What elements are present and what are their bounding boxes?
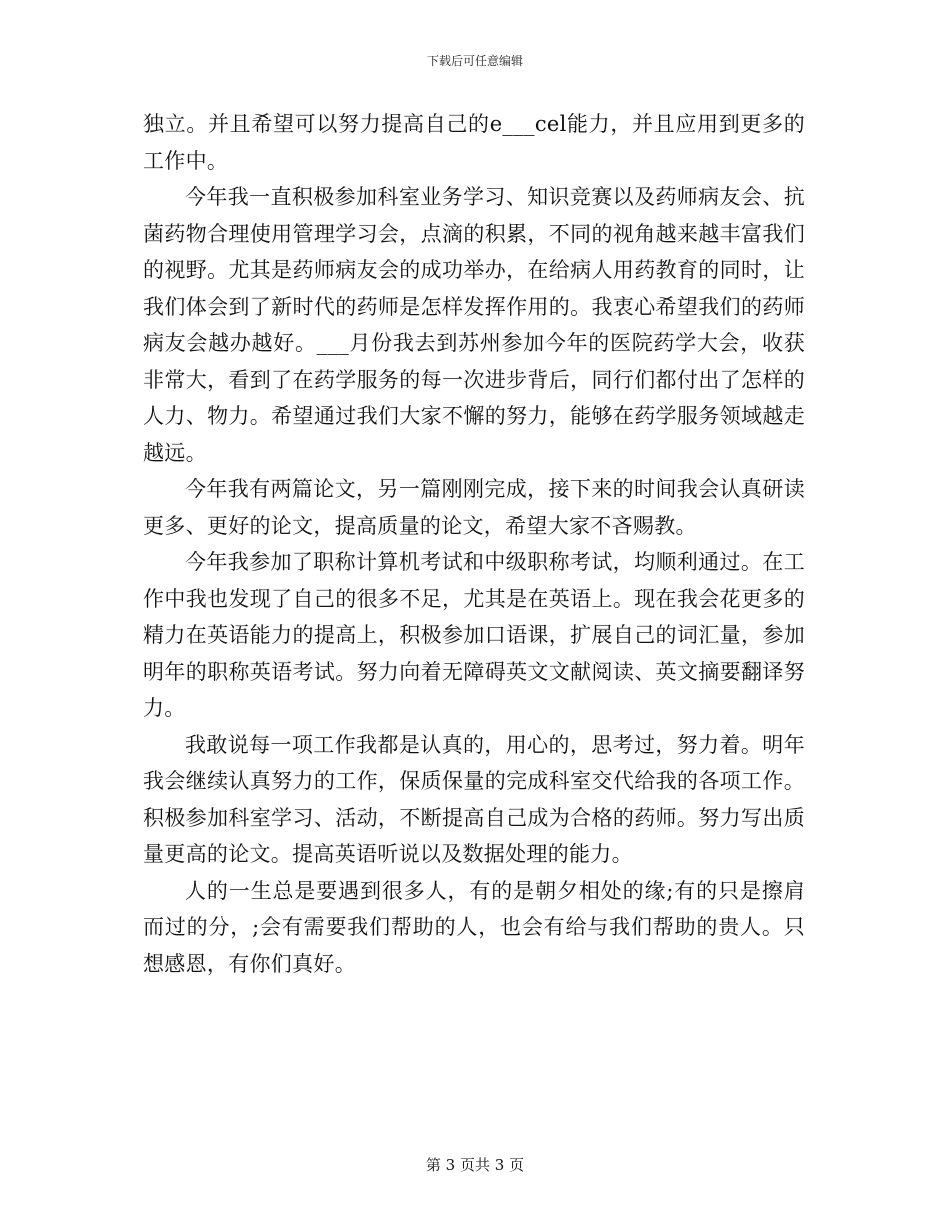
paragraph-exams-english: 今年我参加了职称计算机考试和中级职称考试，均顺利通过。在工作中我也发现了自己的很多不足，尤其是在英语上。现在我会花更多的精力在英语能力的提高上，积极参加口语课，扩展自己的词汇量，参加明年的职称英语考试。努力向着无障碍英文文献阅读、英文摘要翻译努力。: [143, 550, 805, 720]
paragraph-papers: 今年我有两篇论文，另一篇刚刚完成，接下来的时间我会认真研读更多、更好的论文，提高质量的论文，希望大家不吝赐教。: [143, 477, 805, 538]
paragraph-work-plan: 我敢说每一项工作我都是认真的，用心的，思考过，努力着。明年我会继续认真努力的工作，保质保量的完成科室交代给我的各项工作。积极参加科室学习、活动，不断提高自己成为合格的药师。努力写出质量更高的论文。提高英语听说以及数据处理的能力。: [143, 732, 805, 866]
page-number-footer: 第 3 页共 3 页: [425, 1156, 525, 1174]
page-header: 下载后可任意编辑: [426, 54, 523, 68]
paragraph-learning-activities: 今年我一直积极参加科室业务学习、知识竞赛以及药师病友会、抗菌药物合理使用管理学习会，点滴的积累，不同的视角越来越丰富我们的视野。尤其是药师病友会的成功举办，在给病人用药教育的同时，让我们体会到了新时代的药师是怎样发挥作用的。我衷心希望我们的药师病友会越办越好。___月份我去到苏州参加今年的医院药学大会，收获非常大，看到了在药学服务的每一次进步背后，同行们都付出了怎样的人力、物力。希望通过我们大家不懈的努力，能够在药学服务领域越走越远。: [143, 185, 805, 465]
paragraph-gratitude: 人的一生总是要遇到很多人，有的是朝夕相处的缘;有的只是擦肩而过的分，;会有需要我们帮助的人，也会有给与我们帮助的贵人。只想感恩，有你们真好。: [143, 878, 805, 976]
document-body: [143, 106, 805, 982]
paragraph-continuation: 独立。并且希望可以努力提高自己的e___cel能力，并且应用到更多的工作中。: [143, 112, 805, 173]
